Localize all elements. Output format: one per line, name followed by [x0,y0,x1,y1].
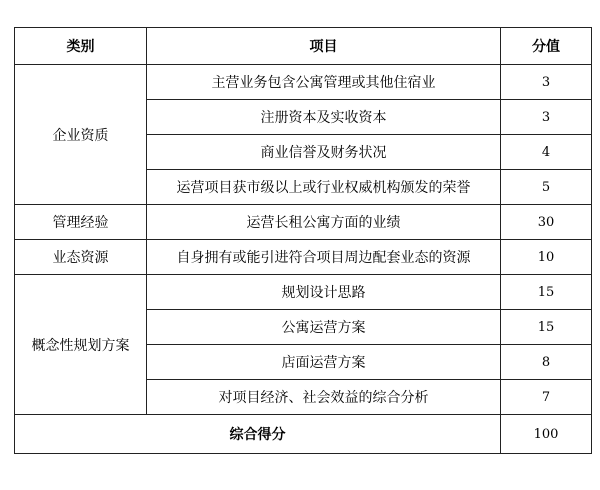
item-cell: 注册资本及实收资本 [147,100,501,135]
header-item: 项目 [147,28,501,65]
header-category: 类别 [15,28,147,65]
score-cell: 8 [501,345,592,380]
item-cell: 公寓运营方案 [147,310,501,345]
header-score: 分值 [501,28,592,65]
total-score: 100 [501,415,592,454]
item-cell: 主营业务包含公寓管理或其他住宿业 [147,65,501,100]
item-cell: 对项目经济、社会效益的综合分析 [147,380,501,415]
score-cell: 30 [501,205,592,240]
item-cell: 店面运营方案 [147,345,501,380]
score-cell: 3 [501,65,592,100]
item-cell: 规划设计思路 [147,275,501,310]
table-body [15,65,592,415]
table-row [15,275,592,310]
item-cell: 运营项目获市级以上或行业权威机构颁发的荣誉 [147,170,501,205]
item-cell: 商业信誉及财务状况 [147,135,501,170]
score-cell: 15 [501,275,592,310]
scoring-table [14,27,592,454]
score-cell: 5 [501,170,592,205]
category-cell: 概念性规划方案 [15,275,147,415]
total-row [15,415,592,454]
score-cell: 7 [501,380,592,415]
score-cell: 3 [501,100,592,135]
score-cell: 10 [501,240,592,275]
table-row [15,65,592,100]
score-cell: 15 [501,310,592,345]
item-cell: 运营长租公寓方面的业绩 [147,205,501,240]
category-cell: 业态资源 [15,240,147,275]
table-row [15,205,592,240]
category-cell: 企业资质 [15,65,147,205]
total-label: 综合得分 [15,415,501,454]
score-cell: 4 [501,135,592,170]
header-row [15,28,592,65]
item-cell: 自身拥有或能引进符合项目周边配套业态的资源 [147,240,501,275]
table-row [15,240,592,275]
category-cell: 管理经验 [15,205,147,240]
